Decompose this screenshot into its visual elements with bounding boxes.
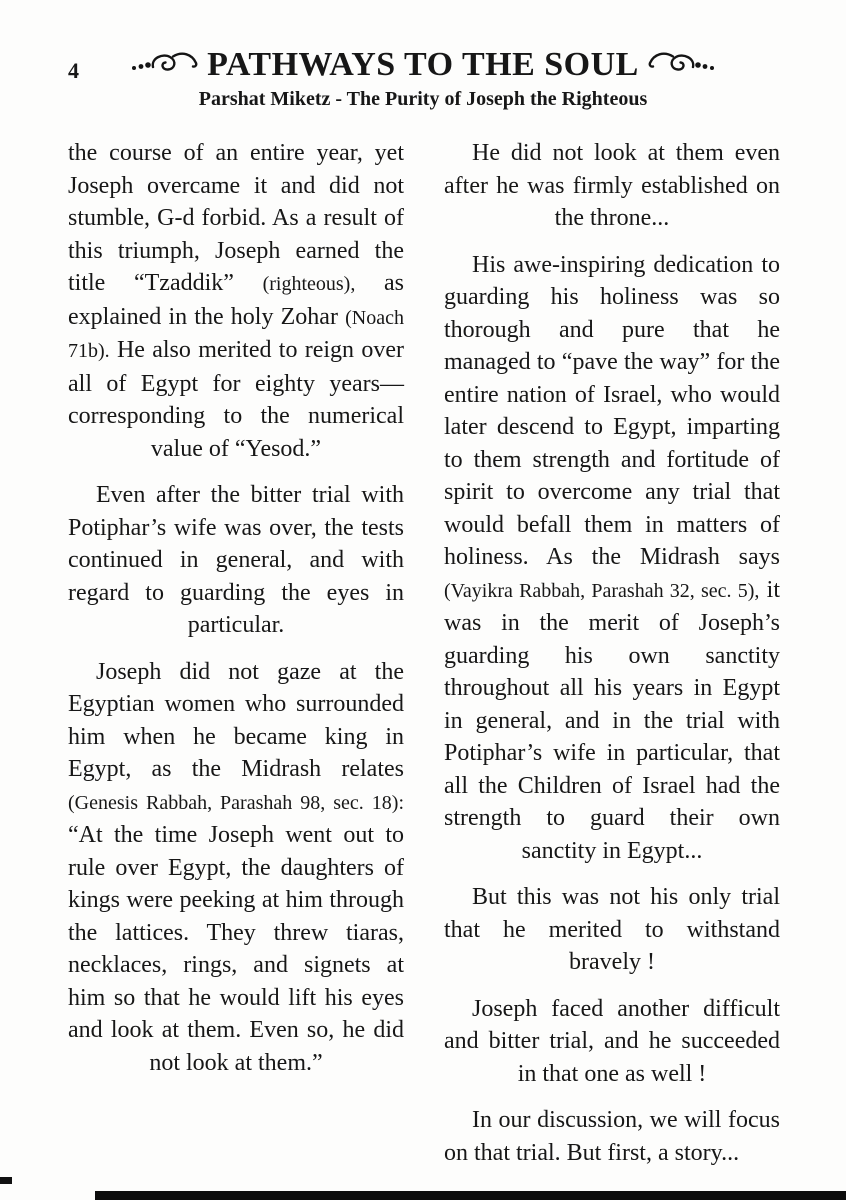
citation-text: (righteous), <box>262 273 356 295</box>
paragraph <box>68 656 404 1080</box>
body-text: But this was not his only trial that he merited to withstand bravely ! <box>444 884 780 975</box>
page-number: 4 <box>68 58 79 83</box>
page-body <box>0 111 846 1183</box>
body-text: He also merited to reign over all of Egypt for eighty years—corresponding to the numerical value of “Yesod.” <box>68 337 404 462</box>
body-text: In our discussion, we will focus on that trial. But first, a story... <box>444 1107 780 1166</box>
body-text: Even after the bitter trial with Potiphar’s wife was over, the tests continued in general, and with regard to guarding the eyes in particular. <box>68 482 404 638</box>
body-text: “At the time Joseph went out to rule over Egypt, the daughters of kings were peeking at him through the lattices. They threw tiaras, necklaces, rings, and signets at him so that he would lift his eyes and look at them. Even so, he did not look at them.” <box>68 822 404 1076</box>
citation-text: (Vayikra Rabbah, Parashah 32, sec. 5), <box>444 579 760 602</box>
paragraph <box>444 881 780 979</box>
body-text: He did not look at them even after he was firmly established on the throne... <box>444 140 780 231</box>
body-text: His awe-inspiring dedication to guarding his holiness was so thorough and pure that he managed to “pave the way” for the entire nation of Israel, who would later descend to Egypt, imparting to them strength and fortitude of spirit to overcome any trial that would befall them in matters of holiness. As the Midrash says <box>444 251 780 570</box>
paragraph <box>444 1104 780 1169</box>
right-column <box>444 137 780 1183</box>
body-text: as explained in the holy Zohar <box>68 270 404 330</box>
scan-artifact-speck <box>0 1177 12 1184</box>
citation-text: (Genesis Rabbah, Parashah 98, sec. 18): <box>68 791 404 814</box>
paragraph <box>68 479 404 642</box>
body-text: the course of an entire year, yet Joseph overcame it and did not stumble, G-d forbid. As a result of this triumph, Joseph earned the title “Tzaddik” <box>68 140 404 296</box>
body-text: Joseph faced another difficult and bitter trial, and he succeeded in that one as well ! <box>444 995 780 1087</box>
left-column <box>68 137 404 1183</box>
book-title: PATHWAYS TO THE SOUL <box>207 46 639 83</box>
paragraph <box>68 137 404 465</box>
body-text: Joseph did not gaze at the Egyptian women who surrounded him when he became king in Egypt, as the Midrash relates <box>68 658 404 782</box>
citation-text: (Noach 71b). <box>68 306 404 362</box>
chapter-subtitle: Parshat Miketz - The Purity of Joseph the Righteous <box>198 88 648 110</box>
body-text: it was in the merit of Joseph’s guarding his own sanctity throughout all his years in Egypt in general, and in the trial with Potiphar’s wife in particular, that all the Children of Israel had the strength to guard their own sanctity in Egypt... <box>444 576 780 864</box>
paragraph <box>444 137 780 235</box>
right-flourish-icon <box>647 50 717 80</box>
paragraph <box>444 249 780 868</box>
title-row <box>0 48 846 82</box>
page-header <box>0 0 846 111</box>
paragraph <box>444 993 780 1091</box>
left-flourish-icon <box>129 50 199 80</box>
scan-edge-bar <box>95 1191 846 1200</box>
